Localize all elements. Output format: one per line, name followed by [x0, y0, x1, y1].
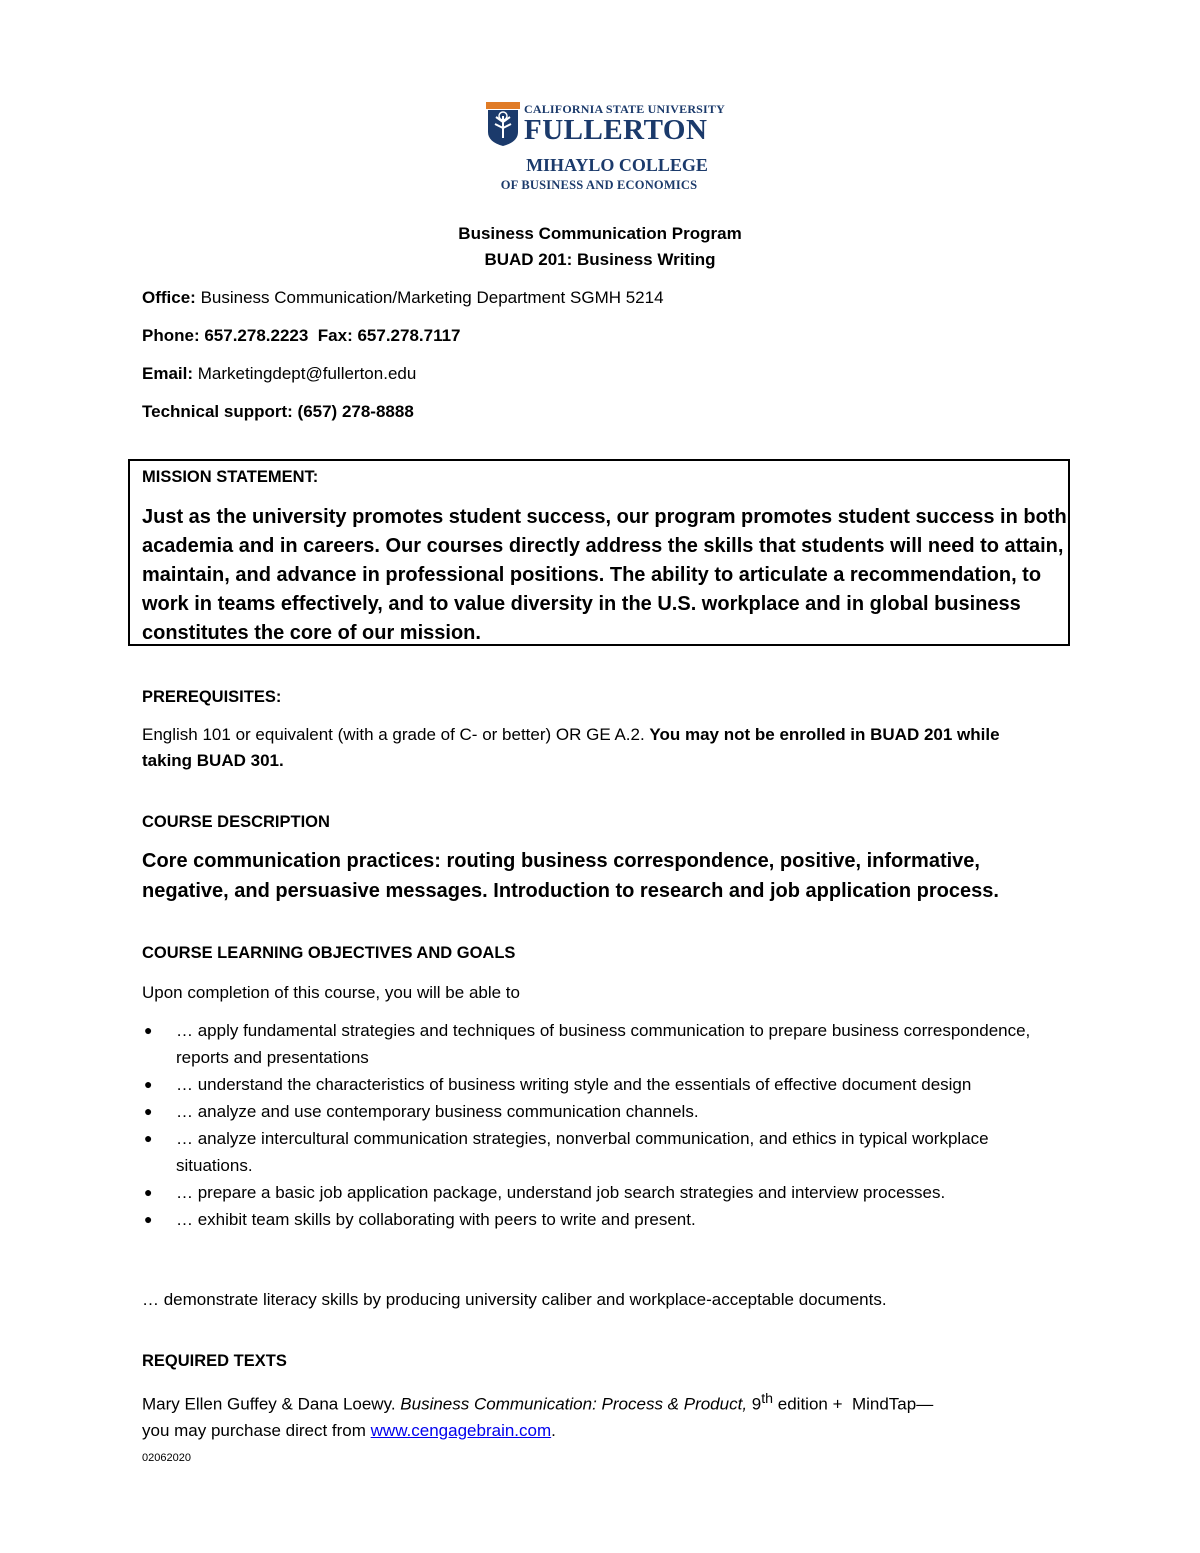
office-line: [142, 288, 664, 308]
objectives-intro: Upon completion of this course, you will be able to: [142, 983, 520, 1002]
bullet-icon: ●: [144, 1130, 153, 1146]
bullet-icon: ●: [144, 1022, 153, 1038]
objective-text: … exhibit team skills by collaborating with peers to write and present.: [176, 1210, 696, 1229]
objectives-trailing: … demonstrate literacy skills by producing university caliber and workplace-acceptable documents.: [142, 1290, 887, 1309]
edition-number: 9: [747, 1394, 762, 1414]
phone-line: [142, 326, 461, 346]
objectives-heading: COURSE LEARNING OBJECTIVES AND GOALS: [142, 944, 516, 962]
phone-label: Phone: 657.278.2223: [142, 326, 309, 345]
email-line: [142, 364, 416, 384]
objective-text: … prepare a basic job application package, understand job search strategies and interview processes.: [176, 1183, 946, 1202]
cengage-link[interactable]: www.cengagebrain.com: [370, 1420, 552, 1440]
office-value: Business Communication/Marketing Department SGMH 5214: [195, 288, 664, 307]
list-item: [142, 1017, 1062, 1071]
authors: Mary Ellen Guffey & Dana Loewy.: [142, 1394, 401, 1414]
program-title: Business Communication Program: [458, 224, 742, 243]
tech-support-line: Technical support: (657) 278-8888: [142, 402, 414, 421]
logo-top-line: CALIFORNIA STATE UNIVERSITY: [524, 102, 725, 116]
edition-rest: edition + MindTap—: [773, 1394, 934, 1414]
email-value: Marketingdept@fullerton.edu: [193, 364, 417, 383]
logo-college-sub: OF BUSINESS AND ECONOMICS: [500, 178, 698, 192]
required-texts-heading: REQUIRED TEXTS: [142, 1352, 287, 1370]
course-title: BUAD 201: Business Writing: [484, 250, 716, 269]
prerequisites-text: [142, 722, 1042, 774]
mission-statement-box: [128, 459, 1070, 646]
list-item: [142, 1098, 1062, 1125]
bullet-icon: ●: [144, 1184, 153, 1200]
bullet-icon: ●: [144, 1076, 153, 1092]
list-item: [142, 1125, 1062, 1179]
objectives-list: [142, 1017, 1062, 1233]
prerequisites-plain: English 101 or equivalent (with a grade of C- or better) OR GE A.2.: [142, 725, 650, 744]
prerequisites-bold: You may not be enrolled in BUAD 201 while taking BUAD 301.: [142, 725, 1000, 770]
objective-text: … analyze and use contemporary business communication channels.: [176, 1102, 699, 1121]
book-title: Business Communication: Process & Product,: [400, 1394, 748, 1414]
mission-heading: MISSION STATEMENT:: [142, 468, 319, 486]
footer-code: 02062020: [142, 1452, 191, 1464]
university-emblem-icon: [486, 102, 520, 146]
required-texts-citation: [142, 1386, 1042, 1444]
email-label: Email:: [142, 364, 194, 383]
fax-label: Fax: 657.278.7117: [308, 326, 461, 345]
after-link: .: [551, 1420, 556, 1440]
university-logo: [484, 98, 724, 198]
logo-college-name: MIHAYLO COLLEGE: [526, 155, 708, 175]
course-description-text: Core communication practices: routing business correspondence, positive, informative, negative, and persuasive messages. Introduction to research and job application process.: [142, 850, 999, 902]
objective-text: … analyze intercultural communication strategies, nonverbal communication, and ethics in typical workplace situations.: [176, 1129, 989, 1175]
course-description-heading: COURSE DESCRIPTION: [142, 813, 330, 831]
mission-text: Just as the university promotes student success, our program promotes student success in both academia and in careers. Our courses directly address the skills that students will need to attain, maintain, and advance in professional positions. The ability to articulate a recommendation, to work in teams effectively, and to value diversity in the U.S. workplace and in global business constitutes the core of our mission.: [142, 506, 1067, 644]
objective-text: … apply fundamental strategies and techniques of business communication to prepare business correspondence, reports and presentations: [176, 1021, 1031, 1067]
prerequisites-heading: PREREQUISITES:: [142, 688, 282, 706]
office-label: Office:: [142, 288, 196, 307]
objective-text: … understand the characteristics of business writing style and the essentials of effective document design: [176, 1075, 972, 1094]
list-item: [142, 1071, 1062, 1098]
list-item: [142, 1206, 1062, 1233]
bullet-icon: ●: [144, 1103, 153, 1119]
list-item: [142, 1179, 1062, 1206]
purchase-text: you may purchase direct from: [142, 1420, 371, 1440]
bullet-icon: ●: [144, 1211, 153, 1227]
logo-main-word: FULLERTON: [524, 114, 708, 146]
edition-suffix: th: [761, 1391, 774, 1407]
